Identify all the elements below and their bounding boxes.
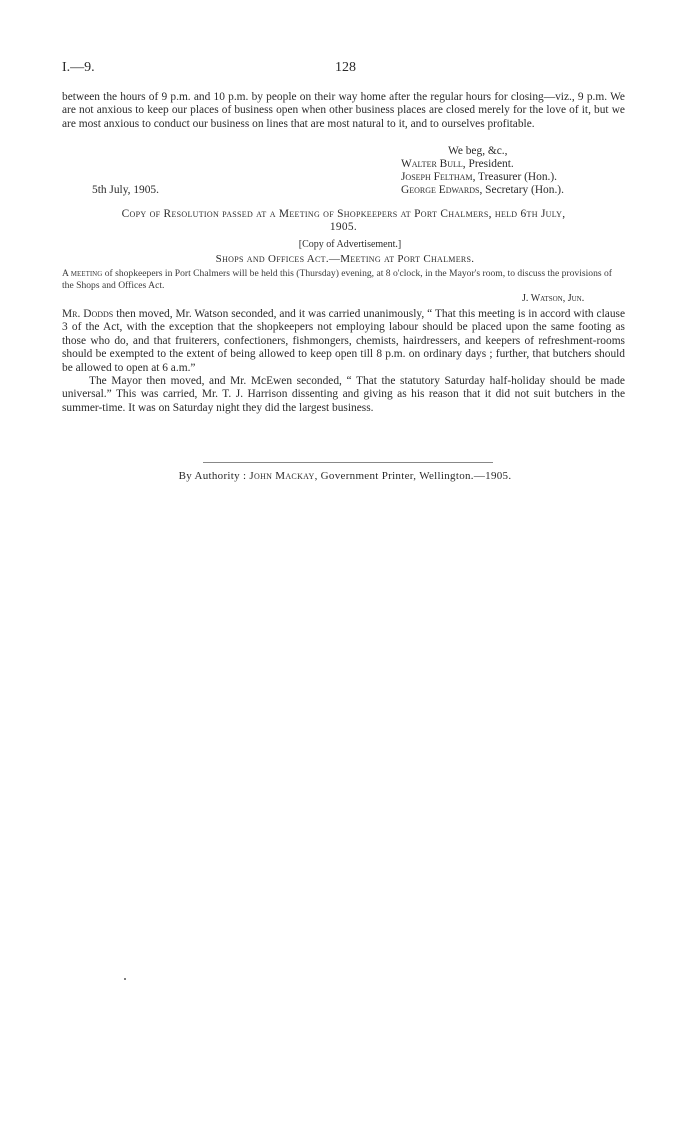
imprint-printer: John Mackay <box>249 470 315 482</box>
advertisement-signature <box>522 293 584 304</box>
motion-paragraph <box>62 308 625 375</box>
signer-role: , Secretary (Hon.). <box>479 184 564 196</box>
page-number: 128 <box>335 60 356 75</box>
motion-paragraph-2: The Mayor then moved, and Mr. McEwen seconded, “ That the statutory Saturday half-holiday should be made universal.” This was carried, Mr. T. J. Harrison dissenting and giving as his reason that it did not suit butchers in the summer-time. It was on Saturday night they did the largest business. <box>62 375 625 414</box>
minutes-section <box>62 308 625 415</box>
signature-closing: We beg, &c., <box>448 145 508 157</box>
footer-divider <box>203 462 493 463</box>
paragraph-text: then moved, Mr. Watson seconded, and it was carried unanimously, “ That this meeting is in accord with clause 3 of the Act, with the exception that the shopkeepers not employing labour should be placed upon the same footing as those who do, and that fruiterers, confectioners, fishmongers, chemists, hairdressers, and keepers of refreshment-rooms should be exempted to the extent of being allowed to keep open till 8 p.m. on ordinary days ; further, that butchers should be allowed to open at 6 a.m.” <box>62 308 626 374</box>
advertisement-title: Shops and Offices Act.—Meeting at Port Chalmers. <box>215 253 475 265</box>
resolution-heading-year: 1905. <box>329 221 358 233</box>
signer-name: Joseph Feltham <box>401 171 473 183</box>
advertisement-text: of shopkeepers in Port Chalmers will be held this (Thursday) evening, at 8 o'clock, in the Mayor's room, to discuss the provisions of the Shops and Offices Act. <box>62 268 613 291</box>
signer-name: George Edwards <box>401 184 480 196</box>
resolution-heading-line: Copy of Resolution passed at a Meeting of Shopkeepers at Port Chalmers, held 6th July, <box>121 208 566 220</box>
advertisement-lead: A meeting <box>62 268 103 279</box>
imprint-suffix: , Government Printer, Wellington.—1905. <box>314 470 512 482</box>
letter-paragraph: between the hours of 9 p.m. and 10 p.m. by people on their way home after the regular hours for closing—viz., 9 p.m. We are not anxious to keep our places of business open when other business places are closed merely for the love of it, but we are most anxious to conduct our business on lines that are most natural to it, and to ourselves profitable. <box>62 91 625 130</box>
signer-role: , Treasurer (Hon.). <box>472 171 558 183</box>
advertisement-label: [Copy of Advertisement.] <box>298 239 402 250</box>
scan-speck <box>124 978 126 980</box>
advertisement-signer: J. Watson, Jun. <box>522 293 585 304</box>
document-reference: I.—9. <box>62 60 95 75</box>
signer-president <box>401 158 514 171</box>
signer-treasurer <box>401 171 557 184</box>
signer-secretary <box>401 184 564 197</box>
signer-name: Walter Bull <box>401 158 463 170</box>
paragraph-lead: Mr. Dodds <box>62 308 114 320</box>
letter-date: 5th July, 1905. <box>92 184 159 196</box>
imprint-prefix: By Authority : <box>178 470 250 482</box>
resolution-heading <box>62 208 625 234</box>
advertisement-body <box>62 268 625 291</box>
signer-role: , President. <box>462 158 514 170</box>
printer-imprint <box>0 470 690 482</box>
